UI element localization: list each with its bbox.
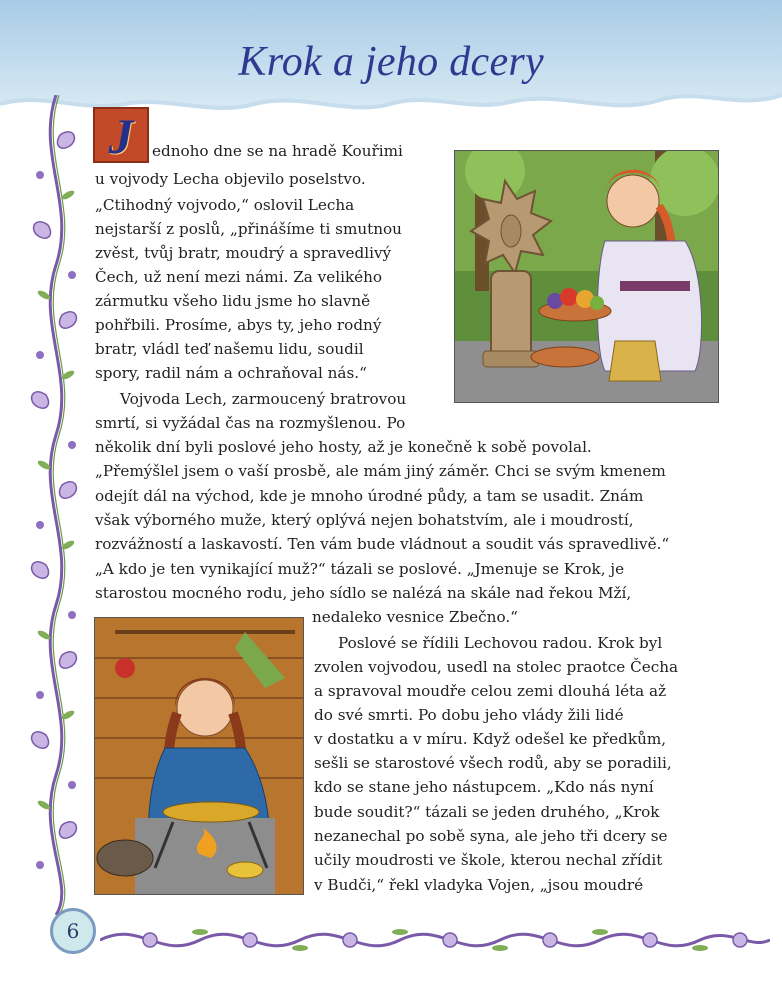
page-number: 6 [50,908,96,954]
text-line: zvěst, tvůj bratr, moudrý a spravedlivý [95,244,392,262]
text-line: bratr, vládl teď našemu lidu, soudil [95,340,364,358]
text-line: do své smrti. Po dobu jeho vlády žili lidé [314,706,624,724]
drop-cap-letter: J [108,108,134,164]
text-line: u vojvody Lecha objevilo poselstvo. [95,170,366,188]
vine-ornament [30,95,82,915]
text-line: sešli se starostové všech rodů, aby se poradili, [314,754,672,772]
text-line: kdo se stane jeho nástupcem. „Kdo nás nyní [314,778,654,796]
text-line: spory, radil nám a ochraňoval nás.“ [95,364,367,382]
text-line: smrtí, si vyžádal čas na rozmyšlenou. Po [95,414,406,432]
text-line: v Budči,“ řekl vladyka Vojen, „jsou moudré [314,876,644,894]
text-line: však výborného muže, který oplývá nejen bohatstvím, ale i moudrostí, [95,511,634,529]
text-line: starostou mocného rodu, jeho sídlo se nalézá na skále nad řekou Mží, [95,584,632,602]
illustration-idol-offering [454,150,719,403]
text-line: odejít dál na východ, kde je mnoho úrodné půdy, a tam se usadit. Znám [95,487,644,505]
page-title: Krok a jeho dcery [238,39,544,85]
text-line: nezanechal po sobě syna, ale jeho tři dcery se [314,827,668,845]
text-line: „Přemýšlel jsem o vaší prosbě, ale mám jiný záměr. Chci se svým kmenem [95,462,666,480]
text-line: v dostatku a v míru. Když odešel ke předkům, [314,730,667,748]
footer-ornament [100,920,770,960]
text-line: zármutku všeho lidu jsme ho slavně [95,292,371,310]
text-line: Poslové se řídili Lechovou radou. Krok byl [338,634,663,652]
text-line: pohřbili. Prosíme, abys ty, jeho rodný [95,316,382,334]
text-line: rozvážností a laskavostí. Ten vám bude vládnout a soudit vás spravedlivě.“ [95,535,670,553]
text-line: a spravoval moudře celou zemi dlouhá léta až [314,682,667,700]
text-line: Čech, už není mezi námi. Za velikého [95,268,383,286]
text-line: nedaleko vesnice Zbečno.“ [312,608,518,626]
illustration-herb-brewing [94,617,304,895]
text-line: několik dní byli poslové jeho hosty, až je konečně k sobě povolal. [95,438,592,456]
text-line: ednoho dne se na hradě Kouřimi [152,142,403,160]
text-line: bude soudit?“ tázali se jeden druhého, „Krok [314,803,660,821]
text-line: „Ctihodný vojvodo,“ oslovil Lecha [95,196,355,214]
text-line: Vojvoda Lech, zarmoucený bratrovou [120,390,407,408]
drop-cap [93,107,149,163]
text-line: nejstarší z poslů, „přinášíme ti smutnou [95,220,402,238]
text-line: učily moudrosti ve škole, kterou nechal zřídit [314,851,663,869]
text-line: „A kdo je ten vynikající muž?“ tázali se poslové. „Jmenuje se Krok, je [95,560,625,578]
text-line: zvolen vojvodou, usedl na stolec praotce Čecha [314,658,679,676]
